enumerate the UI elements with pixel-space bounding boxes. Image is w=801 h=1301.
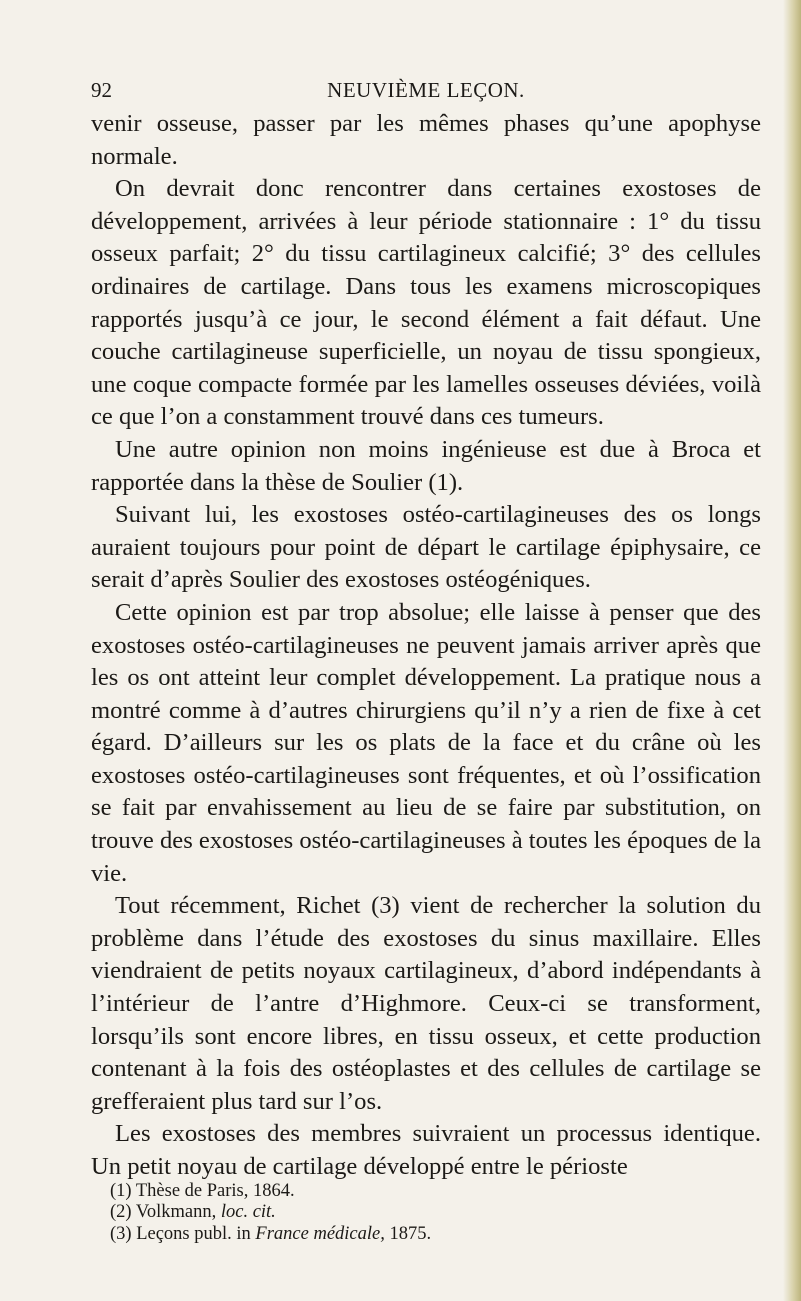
footnotes xyxy=(110,1181,750,1245)
paragraph: venir osseuse, passer par les mêmes phases qu’une apophyse normale. xyxy=(91,110,761,170)
footnote-marker: (1) xyxy=(110,1181,132,1201)
footnote-source: loc. cit. xyxy=(220,1202,276,1223)
footnote-text: Volkmann, xyxy=(135,1202,217,1223)
page-number: 92 xyxy=(91,78,112,102)
footnote xyxy=(110,1202,750,1223)
paragraph: On devrait donc rencontrer dans certaines exostoses de développement, arrivées à leur période stationnaire : 1° du tissu osseux parfait; 2° du tissu cartilagineux calcifié; 3° des cellules ordinaires de cartilage. Dans tous les examens microscopiques rapportés jusqu’à ce jour, le second élément a fait défaut. Une couche cartilagineuse superficielle, un noyau de tissu spongieux, une coque compacte formée par les lamelles osseuses déviées, voilà ce que l’on a constamment trouvé dans ces tumeurs. xyxy=(91,175,761,431)
paragraph: Suivant lui, les exostoses ostéo-cartilagineuses des os longs auraient toujours pour point de départ le cartilage épiphysaire, ce serait d’après Soulier des exostoses ostéogéniques. xyxy=(91,501,761,594)
footnote-marker: (2) xyxy=(110,1202,132,1223)
footnote-year: 1875. xyxy=(389,1223,432,1244)
page-header xyxy=(91,78,761,108)
paragraph: Tout récemment, Richet (3) vient de rechercher la solution du problème dans l’étude des exostoses du sinus maxillaire. Elles viendraient de petits noyaux cartilagineux, d’abord indépendants à l’intérieur de l’antre d’Highmore. Ceux-ci se transforment, lorsqu’ils sont encore libres, en tissu osseux, et cette production contenant à la fois des ostéoplastes et des cellules de cartilage se grefferaient plus tard sur l’os. xyxy=(91,892,761,1115)
paragraph: Une autre opinion non moins ingénieuse est due à Broca et rapportée dans la thèse de Soulier (1). xyxy=(91,435,761,496)
page-edge xyxy=(783,0,801,1301)
footnote xyxy=(110,1181,750,1202)
paragraph: Les exostoses des membres suivraient un processus identique. Un petit noyau de cartilage développé entre le périoste xyxy=(91,1120,761,1180)
running-title: NEUVIÈME LEÇON. xyxy=(327,78,525,102)
footnote-text: Leçons publ. in xyxy=(136,1223,251,1244)
footnote-source: France médicale, xyxy=(255,1223,385,1244)
footnote xyxy=(110,1224,750,1245)
footnote-text: Thèse de Paris, 1864. xyxy=(135,1181,295,1201)
body-text xyxy=(91,108,761,1184)
paragraph: Cette opinion est par trop absolue; elle laisse à penser que des exostoses ostéo-cartilagineuses ne peuvent jamais arriver après que les os ont atteint leur complet développement. La pratique nous a montré comme à d’autres chirurgiens qu’il n’y a rien de fixe à cet égard. D’ailleurs sur les os plats de la face et du crâne où les exostoses ostéo-cartilagineuses sont fréquentes, et où l’ossification se fait par envahissement au lieu de se faire par substitution, on trouve des exostoses ostéo-cartilagineuses à toutes les époques de la vie. xyxy=(91,598,761,887)
footnote-marker: (3) xyxy=(110,1223,132,1244)
